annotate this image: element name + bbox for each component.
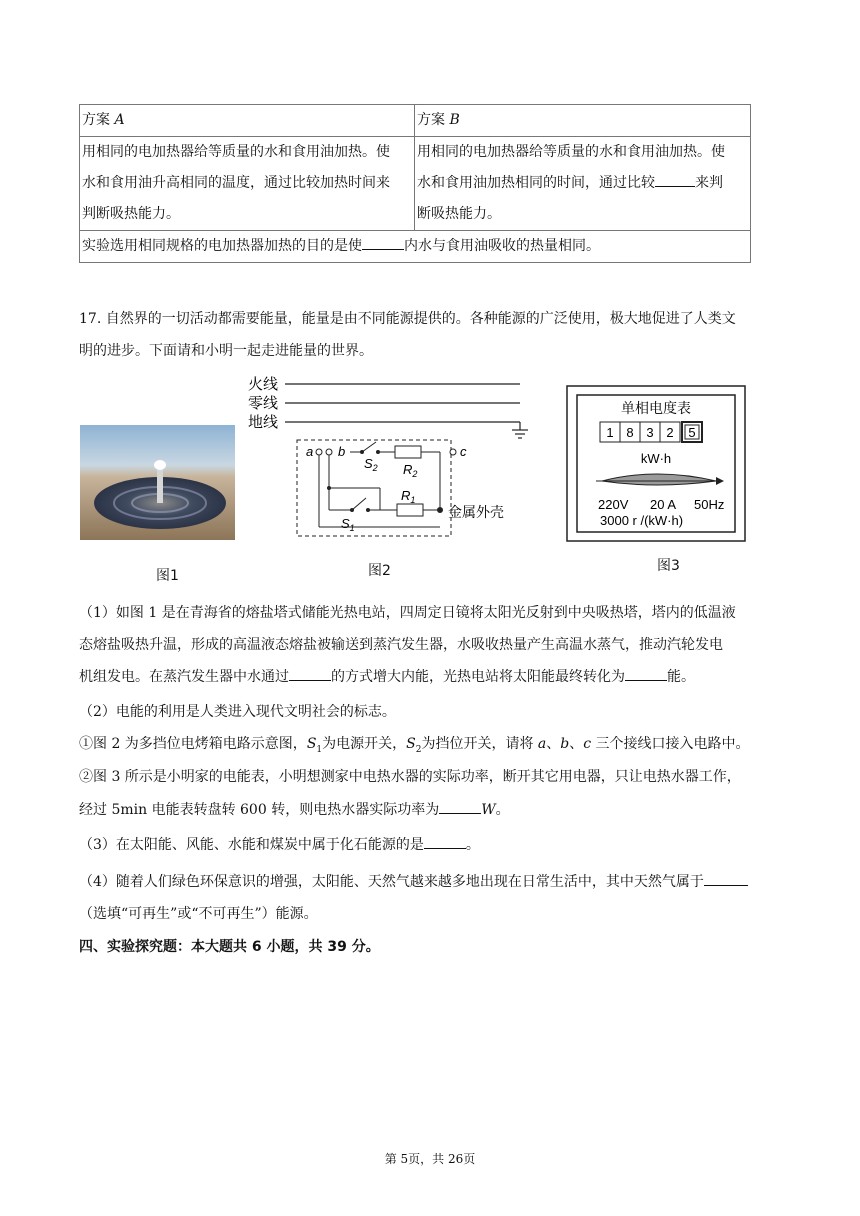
- q17-intro-line1: 17. 自然界的一切活动都需要能量，能量是由不同能源提供的。各种能源的广泛使用，极大地促进了人类文: [79, 311, 736, 327]
- fig3-electricity-meter: [566, 385, 746, 542]
- purpose-cell: 实验选用相同规格的电加热器加热的目的是使 内水与食用油吸收的热量相同。: [80, 231, 751, 263]
- fig2-circuit-diagram: [240, 370, 540, 542]
- meter-digit: 3: [646, 425, 654, 440]
- resistor-r1: [397, 504, 423, 516]
- section-4-heading: 四、实验探究题：本大题共 6 小题，共 39 分。: [79, 939, 380, 955]
- meter-frequency: 50Hz: [694, 497, 725, 512]
- page-number-footer: 第 5页，共 26页: [384, 1152, 476, 1166]
- terminal-a-label: a: [306, 444, 314, 459]
- q17-part4-line2: （选填“可再生”或“不可再生”）能源。: [79, 906, 318, 922]
- s2-label: $S_2$: [364, 456, 378, 473]
- meter-digit: 8: [626, 425, 634, 440]
- plan-b-cell: 用相同的电加热器给等质量的水和食用油加热。使 水和食用油加热相同的时间，通过比较 来判 断吸热能力。: [415, 137, 751, 231]
- meter-current: 20 A: [650, 497, 677, 512]
- q17-part1-line1: （1）如图 1 是在青海省的熔盐塔式储能光热电站，四周定日镜将太阳光反射到中央吸热塔，塔内的低温液: [79, 605, 736, 621]
- neutral-wire-label: 零线: [248, 395, 279, 412]
- live-wire-label: 火线: [248, 376, 279, 393]
- plan-b-header: 方案 B: [415, 105, 751, 137]
- terminal-c: [450, 449, 456, 455]
- plan-a-cell: 用相同的电加热器给等质量的水和食用油加热。使 水和食用油升高相同的温度，通过比较加热时间来 判断吸热能力。: [80, 137, 415, 231]
- meter-digit: 1: [606, 425, 614, 440]
- resistor-r2: [395, 446, 421, 458]
- meter-constant: 3000 r /(kW·h): [600, 513, 684, 528]
- q17-part2b-line2: 经过 5min 电能表转盘转 600 转，则电热水器实际功率为 W。: [79, 802, 510, 818]
- meter-digits: [600, 422, 702, 442]
- r1-label: $R_1$: [401, 488, 416, 505]
- fig1-solar-plant-image: [80, 425, 235, 540]
- q17-part2b-line1: ②图 3 所示是小明家的电能表，小明想测家中电热水器的实际功率，断开其它用电器，只让电热水器工作，: [79, 769, 741, 785]
- q17-part4-line1: （4）随着人们绿色环保意识的增强，太阳能、天然气越来越多地出现在日常生活中，其中天然气属于: [79, 872, 748, 892]
- meter-title: 单相电度表: [621, 400, 691, 416]
- q17-part2a: ①图 2 为多挡位电烤箱电路示意图，$S_1$为电源开关，$S_2$为挡位开关，请将 a、b、c 三个接线口接入电路中。: [79, 736, 750, 755]
- meter-digit: 2: [666, 425, 674, 440]
- table-header-row: [80, 105, 751, 137]
- s1-label: $S_1$: [341, 516, 355, 533]
- table-row: [80, 231, 751, 263]
- meter-unit: kW·h: [640, 451, 672, 466]
- r2-label: $R_2$: [403, 462, 418, 479]
- fig2-caption: 图2: [368, 563, 391, 579]
- q17-part2: （2）电能的利用是人类进入现代文明社会的标志。: [79, 704, 396, 720]
- plan-table: [79, 104, 751, 263]
- meter-voltage: 220V: [598, 497, 629, 512]
- terminal-b-label: b: [338, 444, 346, 459]
- switch-s1: [352, 498, 366, 510]
- table-row: [80, 137, 751, 231]
- switch-s2: [362, 442, 376, 452]
- terminal-c-label: c: [460, 444, 467, 459]
- q17-part3: （3）在太阳能、风能、水能和煤炭中属于化石能源的是 。: [79, 837, 480, 853]
- q17-intro-line2: 明的进步。下面请和小明一起走进能量的世界。: [79, 343, 373, 359]
- fig3-caption: 图3: [657, 558, 680, 574]
- terminal-a: [316, 449, 322, 455]
- q17-part1-line2: 态熔盐吸热升温，形成的高温液态熔盐被输送到蒸汽发生器，水吸收热量产生高温水蒸气，推动汽轮发电: [79, 637, 723, 653]
- terminal-b: [326, 449, 332, 455]
- plan-a-header: 方案 A: [80, 105, 415, 137]
- q17-part1-line3: 机组发电。在蒸汽发生器中水通过 的方式增大内能，光热电站将太阳能最终转化为 能。: [79, 669, 695, 685]
- metal-shell-label: 金属外壳: [448, 504, 504, 520]
- fig1-caption: 图1: [156, 568, 179, 584]
- ground-wire-label: 地线: [248, 414, 279, 431]
- meter-digit: 5: [688, 425, 696, 440]
